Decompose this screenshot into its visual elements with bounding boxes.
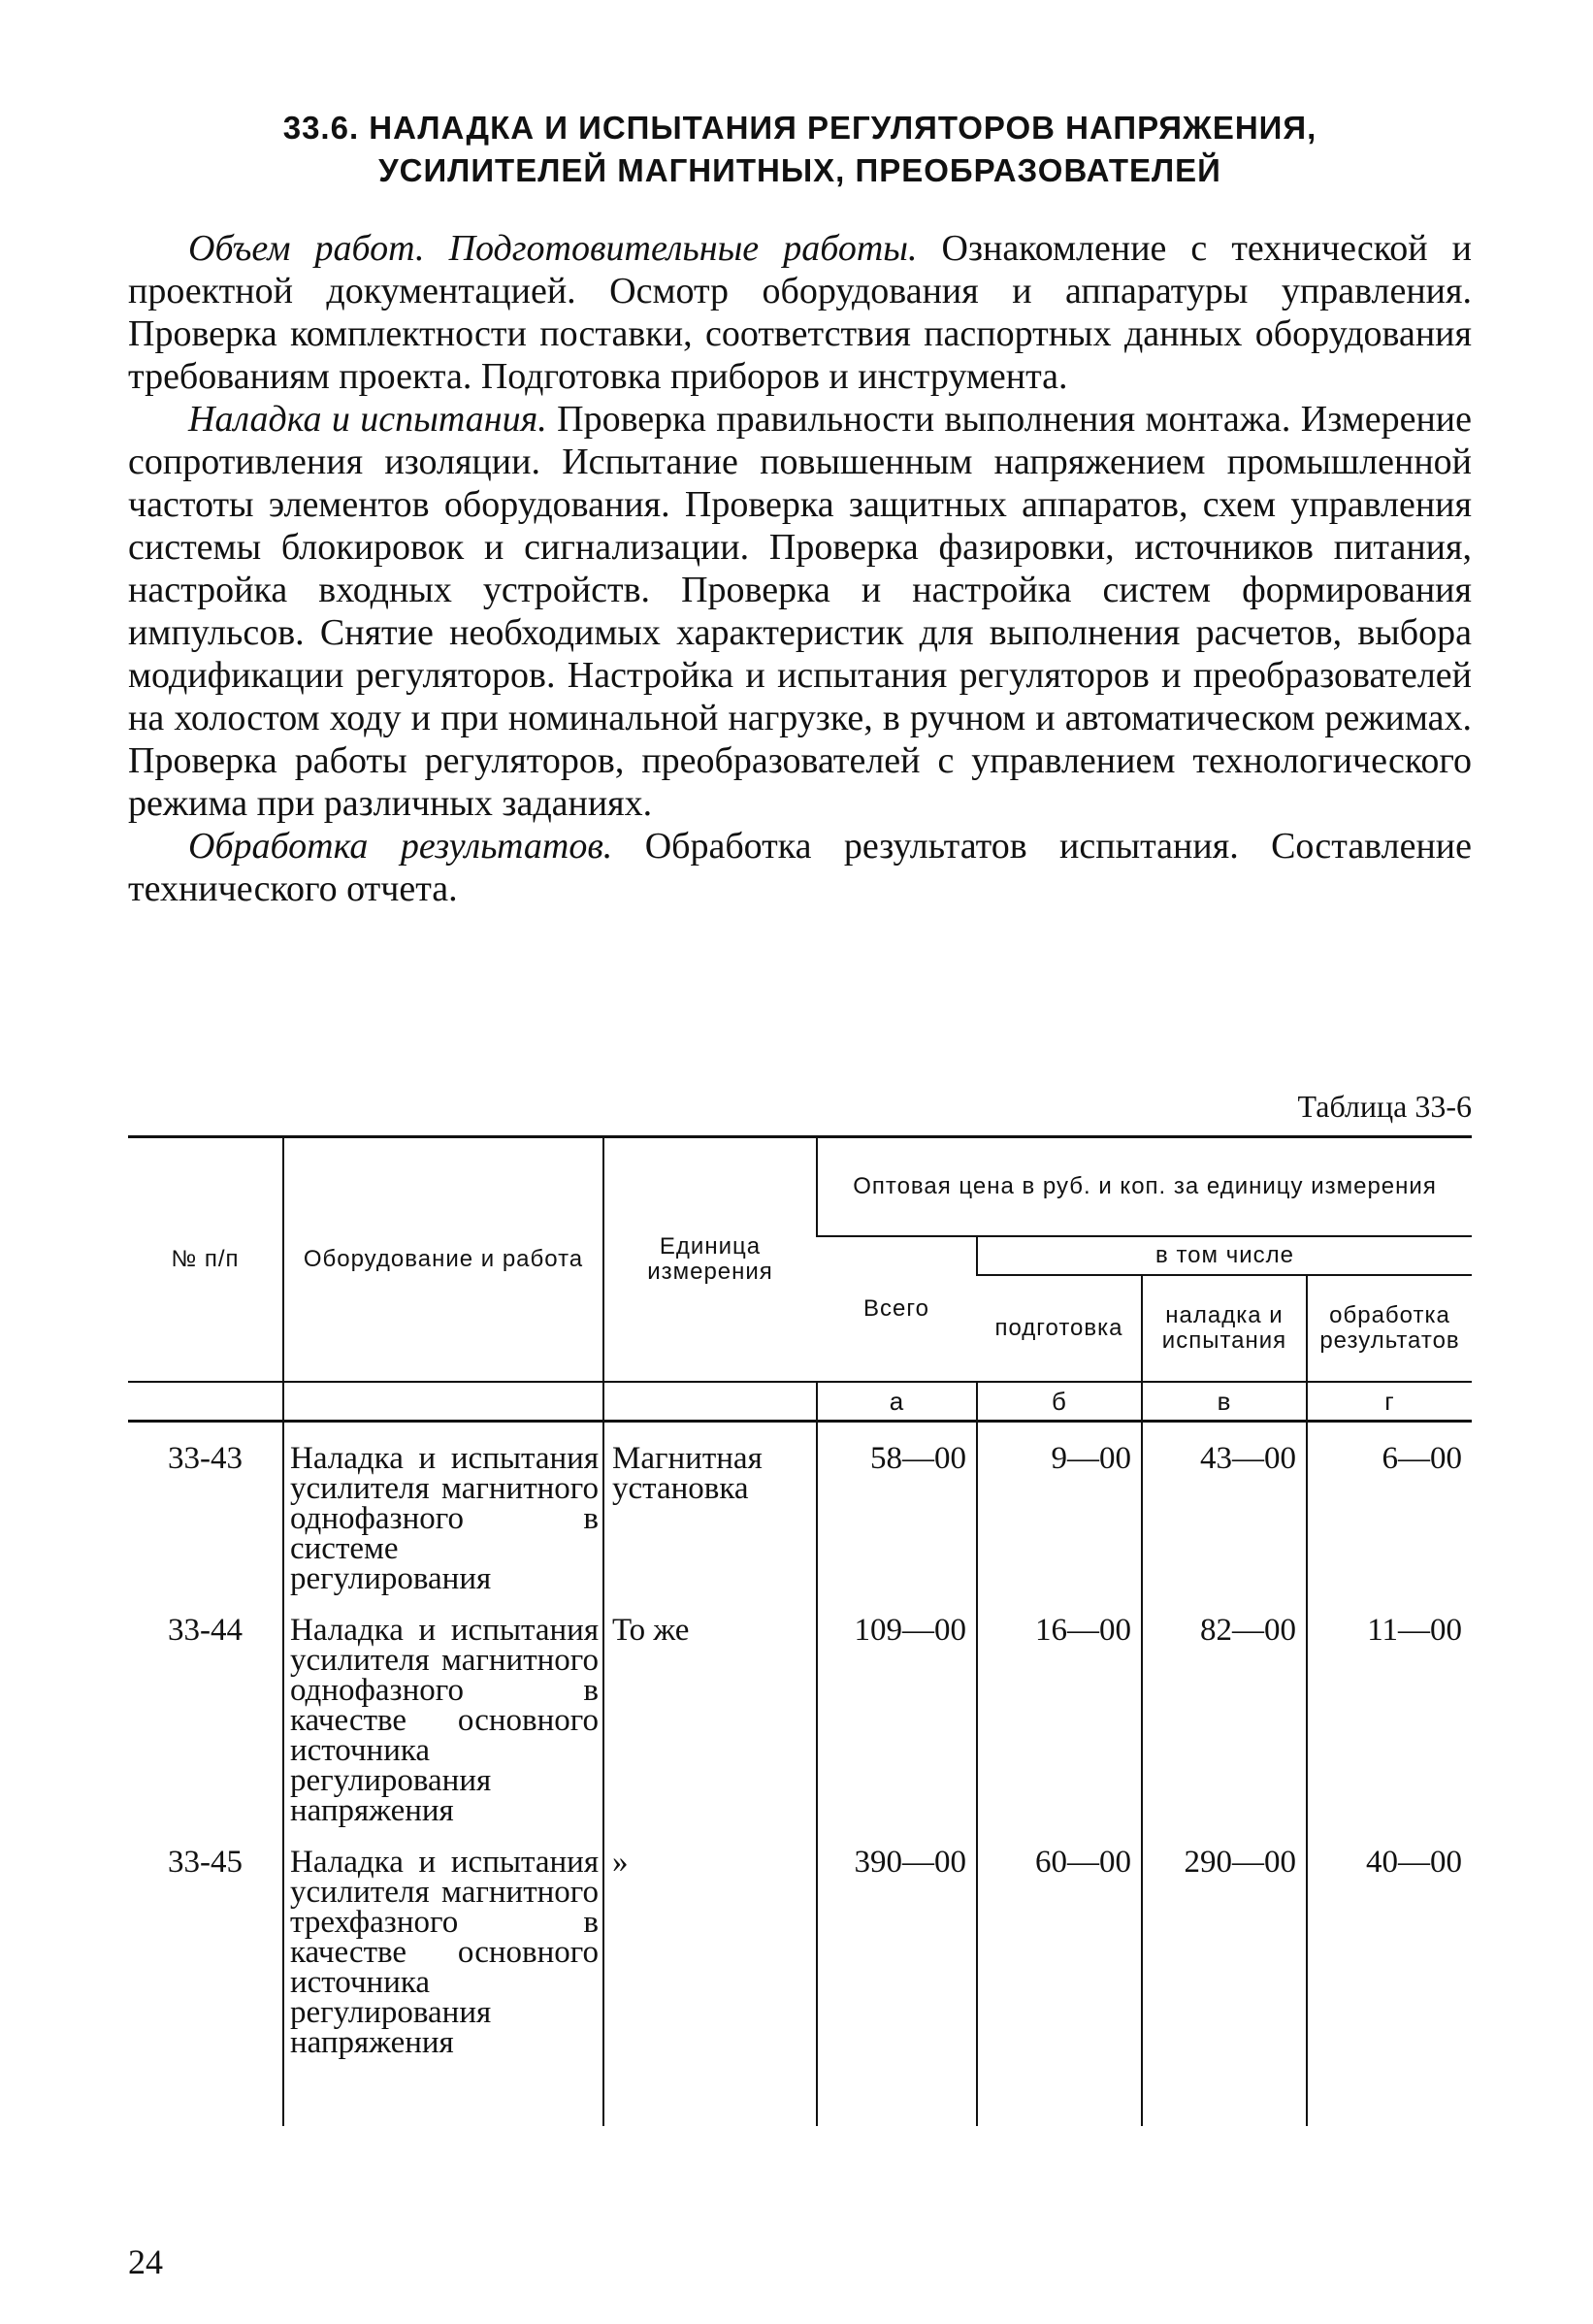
paragraph-text: Обработка результатов испытания. Составление технического отчета. bbox=[128, 826, 1472, 909]
table-row bbox=[128, 1826, 1472, 2126]
paragraph-setup bbox=[128, 398, 1472, 825]
row-equipment: Наладка и испытания усилителя магнитного однофазного в качестве основного источника регулирования напряжения bbox=[283, 1594, 603, 1826]
row-number: 33-43 bbox=[168, 1441, 243, 1476]
header-num-blank bbox=[128, 1382, 283, 1422]
row-number: 33-45 bbox=[168, 1845, 243, 1880]
header-processing: обработка результатов bbox=[1307, 1275, 1472, 1382]
column-letter-a: а bbox=[817, 1382, 977, 1422]
body-text bbox=[128, 227, 1472, 910]
row-unit: » bbox=[603, 1826, 817, 2126]
row-setup-price: 82—00 bbox=[1142, 1594, 1307, 1826]
column-letter-b: б bbox=[977, 1382, 1142, 1422]
row-processing-price: 40—00 bbox=[1307, 1826, 1472, 2126]
header-equipment-blank bbox=[283, 1382, 603, 1422]
row-unit: То же bbox=[603, 1594, 817, 1826]
paragraph-lead: Обработка результатов. bbox=[188, 826, 613, 867]
paragraph-text: Ознакомление с технической и проектной документацией. Осмотр оборудования и аппаратуры управления. Проверка комплектности поставки, соответствия паспортных данных оборудования требованиям проекта. Подготовка приборов и инструмента. bbox=[128, 228, 1472, 397]
column-letter-g: г bbox=[1307, 1382, 1472, 1422]
table-row bbox=[128, 1594, 1472, 1826]
row-total-price: 109—00 bbox=[817, 1594, 977, 1826]
row-equipment: Наладка и испытания усилителя магнитного трехфазного в качестве основного источника регулирования напряжения bbox=[283, 1826, 603, 2126]
header-unit-blank bbox=[603, 1382, 817, 1422]
header-including: в том числе bbox=[977, 1236, 1472, 1275]
header-total: Всего bbox=[817, 1236, 977, 1382]
row-prep-price: 60—00 bbox=[977, 1826, 1142, 2126]
paragraph-lead: Наладка и испытания. bbox=[188, 399, 547, 440]
header-equipment: Оборудование и работа bbox=[283, 1137, 603, 1383]
row-number: 33-44 bbox=[168, 1613, 243, 1648]
row-prep-price: 16—00 bbox=[977, 1594, 1142, 1826]
row-processing-price: 6—00 bbox=[1307, 1422, 1472, 1595]
header-setup: наладка и испытания bbox=[1142, 1275, 1307, 1382]
row-setup-price: 290—00 bbox=[1142, 1826, 1307, 2126]
page-number: 24 bbox=[128, 2242, 163, 2281]
row-prep-price: 9—00 bbox=[977, 1422, 1142, 1595]
document-page bbox=[128, 107, 1472, 2060]
paragraph-lead: Объем работ. Подготовительные работы. bbox=[188, 228, 918, 269]
paragraph-processing bbox=[128, 825, 1472, 910]
paragraph-text: Проверка правильности выполнения монтажа. Измерение сопротивления изоляции. Испытание повышенным напряжением промышленной частоты элементов оборудования. Проверка защитных аппаратов, схем управления системы блокировок и сигнализации. Проверка фазировки, источников питания, настройка входных устройств. Проверка и настройка систем формирования импульсов. Снятие необходимых характеристик для выполнения расчетов, выбора модификации регуляторов. Настройка и испытания регуляторов и преобразователей на холостом ходу и при номинальной нагрузке, в ручном и автоматическом режимах. Проверка работы регуляторов, преобразователей с управлением технологического режима при различных заданиях. bbox=[128, 399, 1472, 824]
section-heading-line-2: УСИЛИТЕЛЕЙ МАГНИТНЫХ, ПРЕОБРАЗОВАТЕЛЕЙ bbox=[378, 152, 1221, 188]
table-caption: Таблица 33-6 bbox=[1297, 1089, 1472, 1124]
section-heading bbox=[128, 107, 1472, 192]
section-heading-line-1: 33.6. НАЛАДКА И ИСПЫТАНИЯ РЕГУЛЯТОРОВ НАПРЯЖЕНИЯ, bbox=[282, 110, 1317, 146]
header-unit: Единица измерения bbox=[603, 1137, 817, 1383]
row-unit: Магнитная установка bbox=[603, 1422, 817, 1595]
column-letter-v: в bbox=[1142, 1382, 1307, 1422]
row-total-price: 390—00 bbox=[817, 1826, 977, 2126]
header-num: № п/п bbox=[128, 1137, 283, 1383]
table-row bbox=[128, 1422, 1472, 1595]
header-prep: подготовка bbox=[977, 1275, 1142, 1382]
row-setup-price: 43—00 bbox=[1142, 1422, 1307, 1595]
row-total-price: 58—00 bbox=[817, 1422, 977, 1595]
price-table bbox=[128, 1135, 1472, 2126]
paragraph-scope bbox=[128, 227, 1472, 398]
header-price-group: Оптовая цена в руб. и коп. за единицу измерения bbox=[817, 1137, 1472, 1237]
row-equipment: Наладка и испытания усилителя магнитного однофазного в системе регулирования bbox=[283, 1422, 603, 1595]
row-processing-price: 11—00 bbox=[1307, 1594, 1472, 1826]
